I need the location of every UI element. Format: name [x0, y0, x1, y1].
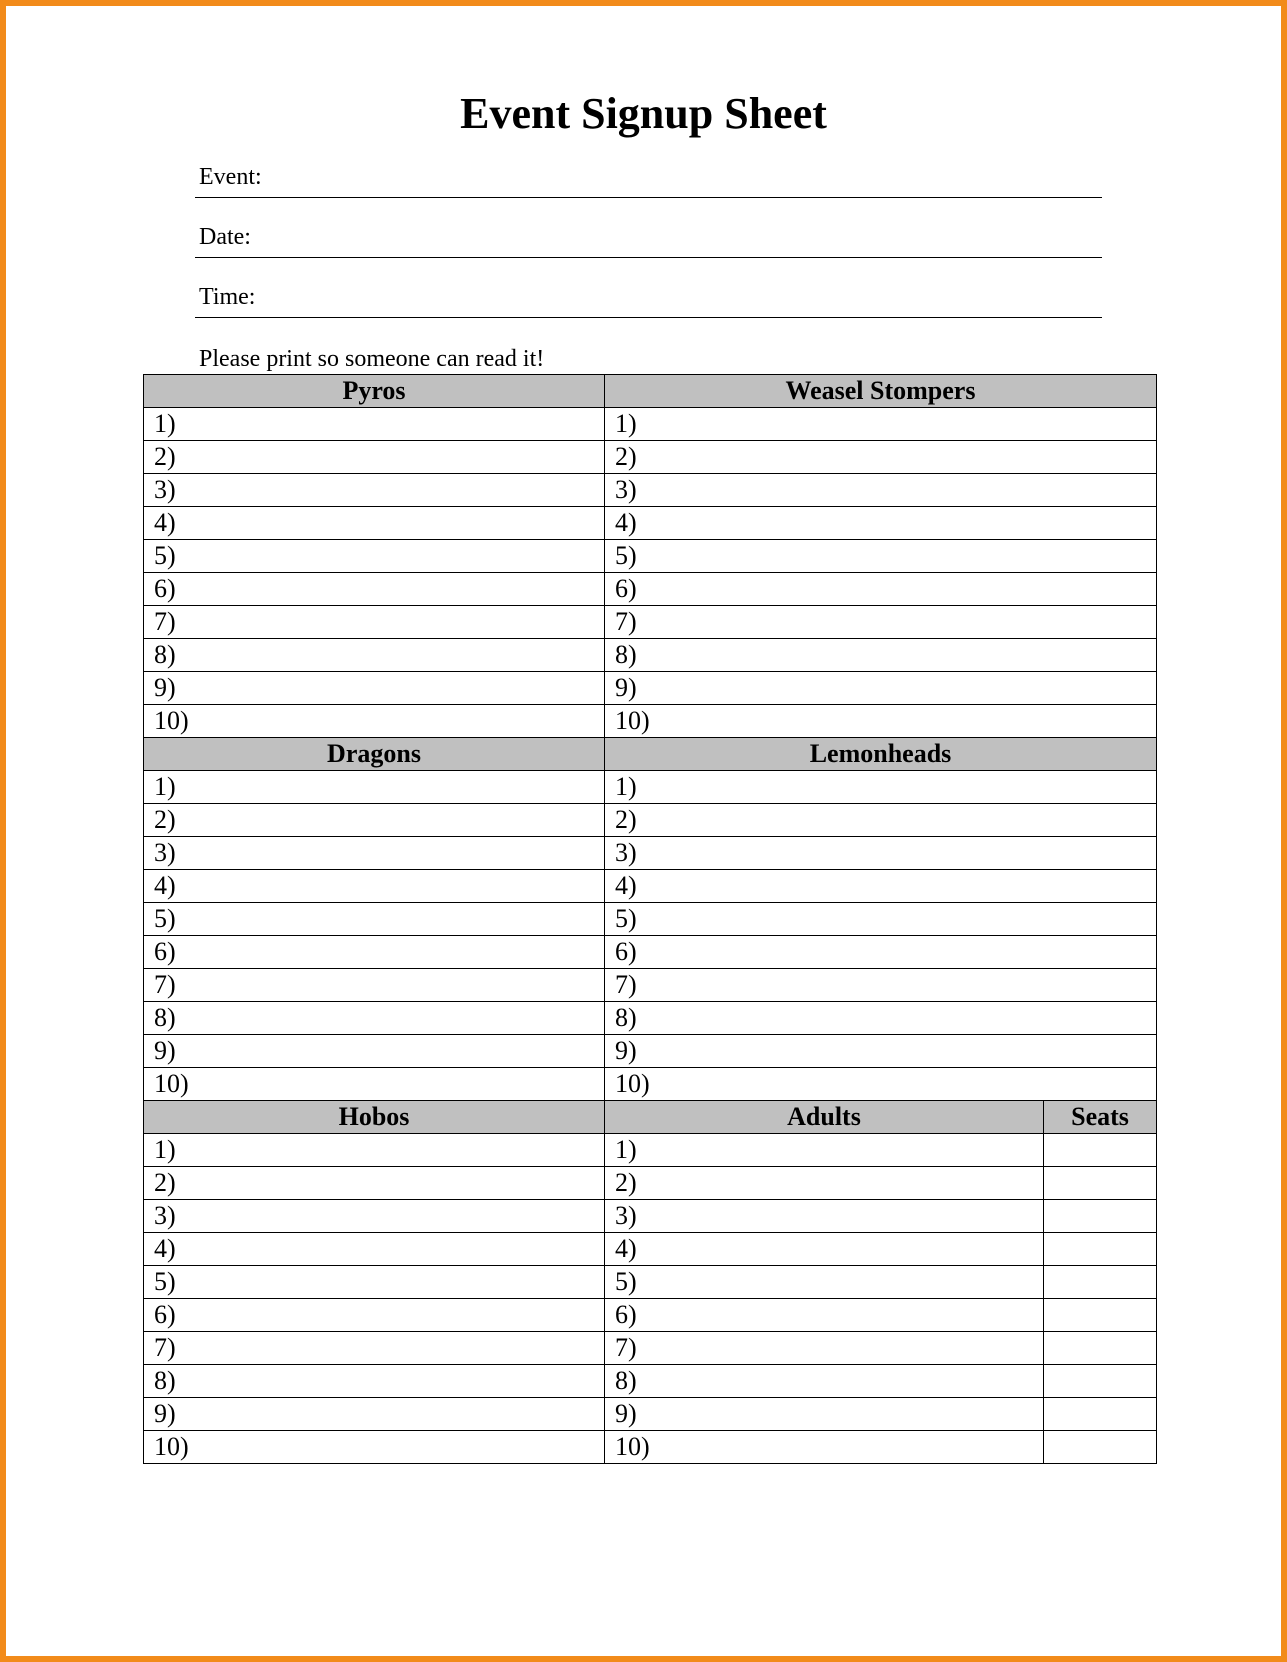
table-row: [144, 1431, 1157, 1464]
seats-cell[interactable]: [1044, 1431, 1157, 1464]
table-row: [144, 507, 1157, 540]
signup-slot-adults[interactable]: 10): [605, 1431, 1044, 1464]
table-row: [144, 639, 1157, 672]
table-row: [144, 1332, 1157, 1365]
signup-slot-dragons[interactable]: 5): [144, 903, 605, 936]
signup-slot-lemonheads[interactable]: 5): [605, 903, 1157, 936]
table-row: [144, 441, 1157, 474]
signup-slot-pyros[interactable]: 7): [144, 606, 605, 639]
signup-slot-pyros[interactable]: 3): [144, 474, 605, 507]
table-row: [144, 1002, 1157, 1035]
signup-slot-dragons[interactable]: 6): [144, 936, 605, 969]
group-header-pyros: Pyros: [144, 375, 605, 408]
group-header-weasel-stompers: Weasel Stompers: [605, 375, 1157, 408]
signup-slot-hobos[interactable]: 8): [144, 1365, 605, 1398]
signup-slot-lemonheads[interactable]: 10): [605, 1068, 1157, 1101]
signup-slot-dragons[interactable]: 9): [144, 1035, 605, 1068]
time-label: Time:: [199, 284, 256, 310]
page-title: Event Signup Sheet: [460, 89, 827, 138]
signup-slot-adults[interactable]: 1): [605, 1134, 1044, 1167]
signup-slot-lemonheads[interactable]: 7): [605, 969, 1157, 1002]
signup-slot-weasel-stompers[interactable]: 5): [605, 540, 1157, 573]
seats-cell[interactable]: [1044, 1365, 1157, 1398]
table-row: [144, 936, 1157, 969]
signup-slot-hobos[interactable]: 10): [144, 1431, 605, 1464]
date-field[interactable]: [195, 222, 1102, 258]
signup-slot-adults[interactable]: 2): [605, 1167, 1044, 1200]
signup-slot-hobos[interactable]: 2): [144, 1167, 605, 1200]
table-row: [144, 771, 1157, 804]
table-row: [144, 903, 1157, 936]
section-header-row: [144, 1101, 1157, 1134]
signup-slot-pyros[interactable]: 2): [144, 441, 605, 474]
table-row: [144, 1167, 1157, 1200]
signup-slot-dragons[interactable]: 10): [144, 1068, 605, 1101]
signup-slot-lemonheads[interactable]: 4): [605, 870, 1157, 903]
signup-slot-adults[interactable]: 4): [605, 1233, 1044, 1266]
signup-slot-adults[interactable]: 7): [605, 1332, 1044, 1365]
table-row: [144, 837, 1157, 870]
table-row: [144, 804, 1157, 837]
signup-slot-adults[interactable]: 8): [605, 1365, 1044, 1398]
signup-slot-hobos[interactable]: 5): [144, 1266, 605, 1299]
section-header-row: [144, 738, 1157, 771]
table-row: [144, 1068, 1157, 1101]
signup-slot-dragons[interactable]: 2): [144, 804, 605, 837]
signup-slot-lemonheads[interactable]: 8): [605, 1002, 1157, 1035]
signup-slot-pyros[interactable]: 5): [144, 540, 605, 573]
group-header-dragons: Dragons: [144, 738, 605, 771]
table-row: [144, 606, 1157, 639]
signup-slot-pyros[interactable]: 8): [144, 639, 605, 672]
signup-slot-hobos[interactable]: 4): [144, 1233, 605, 1266]
signup-slot-pyros[interactable]: 1): [144, 408, 605, 441]
event-label: Event:: [199, 164, 262, 190]
seats-cell[interactable]: [1044, 1266, 1157, 1299]
signup-slot-weasel-stompers[interactable]: 3): [605, 474, 1157, 507]
signup-slot-pyros[interactable]: 10): [144, 705, 605, 738]
time-field[interactable]: [195, 282, 1102, 318]
seats-cell[interactable]: [1044, 1398, 1157, 1431]
signup-slot-lemonheads[interactable]: 1): [605, 771, 1157, 804]
signup-table: [143, 374, 1157, 1464]
signup-slot-pyros[interactable]: 6): [144, 573, 605, 606]
group-header-adults: Adults: [605, 1101, 1044, 1134]
seats-cell[interactable]: [1044, 1200, 1157, 1233]
table-row: [144, 1200, 1157, 1233]
signup-slot-lemonheads[interactable]: 9): [605, 1035, 1157, 1068]
section-header-row: [144, 375, 1157, 408]
signup-slot-dragons[interactable]: 4): [144, 870, 605, 903]
signup-slot-adults[interactable]: 9): [605, 1398, 1044, 1431]
table-row: [144, 573, 1157, 606]
signup-slot-adults[interactable]: 5): [605, 1266, 1044, 1299]
date-label: Date:: [199, 224, 251, 250]
signup-slot-dragons[interactable]: 1): [144, 771, 605, 804]
signup-slot-hobos[interactable]: 1): [144, 1134, 605, 1167]
group-header-seats: Seats: [1044, 1101, 1157, 1134]
signup-slot-weasel-stompers[interactable]: 2): [605, 441, 1157, 474]
signup-slot-weasel-stompers[interactable]: 9): [605, 672, 1157, 705]
signup-slot-weasel-stompers[interactable]: 6): [605, 573, 1157, 606]
table-row: [144, 705, 1157, 738]
table-row: [144, 1233, 1157, 1266]
signup-slot-lemonheads[interactable]: 3): [605, 837, 1157, 870]
table-row: [144, 474, 1157, 507]
signup-slot-dragons[interactable]: 7): [144, 969, 605, 1002]
signup-slot-weasel-stompers[interactable]: 8): [605, 639, 1157, 672]
seats-cell[interactable]: [1044, 1134, 1157, 1167]
seats-cell[interactable]: [1044, 1233, 1157, 1266]
table-row: [144, 870, 1157, 903]
table-row: [144, 1035, 1157, 1068]
signup-slot-weasel-stompers[interactable]: 1): [605, 408, 1157, 441]
signup-slot-adults[interactable]: 3): [605, 1200, 1044, 1233]
signup-slot-hobos[interactable]: 9): [144, 1398, 605, 1431]
signup-slot-dragons[interactable]: 8): [144, 1002, 605, 1035]
seats-cell[interactable]: [1044, 1332, 1157, 1365]
signup-slot-weasel-stompers[interactable]: 4): [605, 507, 1157, 540]
signup-slot-weasel-stompers[interactable]: 7): [605, 606, 1157, 639]
group-header-hobos: Hobos: [144, 1101, 605, 1134]
table-row: [144, 1299, 1157, 1332]
event-field[interactable]: [195, 162, 1102, 198]
signup-slot-pyros[interactable]: 4): [144, 507, 605, 540]
signup-slot-hobos[interactable]: 3): [144, 1200, 605, 1233]
table-row: [144, 969, 1157, 1002]
table-row: [144, 540, 1157, 573]
signup-slot-hobos[interactable]: 6): [144, 1299, 605, 1332]
table-row: [144, 672, 1157, 705]
signup-slot-weasel-stompers[interactable]: 10): [605, 705, 1157, 738]
table-row: [144, 1134, 1157, 1167]
seats-cell[interactable]: [1044, 1299, 1157, 1332]
table-row: [144, 1365, 1157, 1398]
seats-cell[interactable]: [1044, 1167, 1157, 1200]
signup-slot-pyros[interactable]: 9): [144, 672, 605, 705]
signup-slot-lemonheads[interactable]: 6): [605, 936, 1157, 969]
signup-slot-hobos[interactable]: 7): [144, 1332, 605, 1365]
signup-slot-lemonheads[interactable]: 2): [605, 804, 1157, 837]
signup-slot-adults[interactable]: 6): [605, 1299, 1044, 1332]
table-row: [144, 1398, 1157, 1431]
table-row: [144, 1266, 1157, 1299]
instruction-note: Please print so someone can read it!: [199, 346, 545, 372]
signup-slot-dragons[interactable]: 3): [144, 837, 605, 870]
group-header-lemonheads: Lemonheads: [605, 738, 1157, 771]
table-row: [144, 408, 1157, 441]
